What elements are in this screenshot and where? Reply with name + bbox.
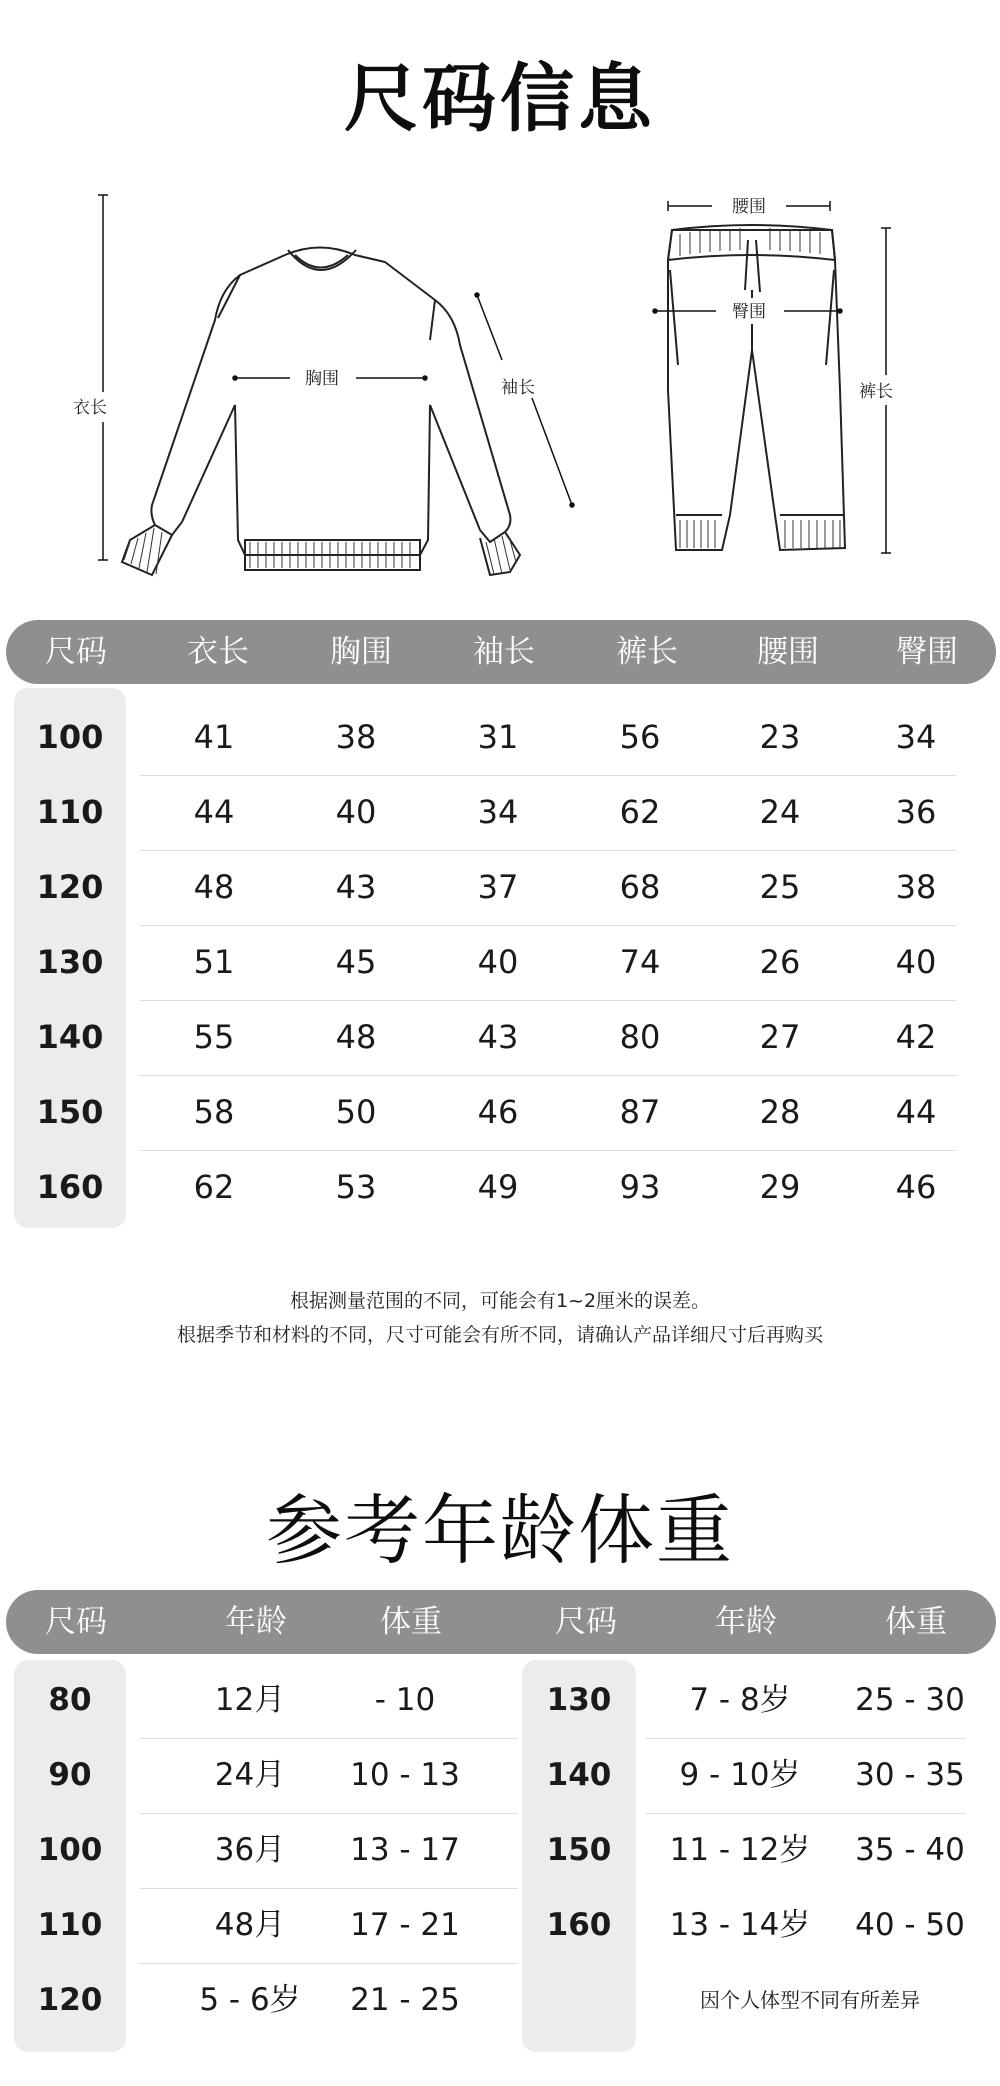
pants-length-cell: 87 <box>619 1093 661 1131</box>
sleeve-cell: 43 <box>477 1018 519 1056</box>
size-cell: 100 <box>36 718 104 756</box>
header-sleeve: 袖长 <box>473 634 535 670</box>
hip-cell: 38 <box>895 868 937 906</box>
weight-cell: 21 - 25 <box>350 1982 460 2018</box>
shirt-length-cell: 44 <box>193 793 235 831</box>
weight-cell: - 10 <box>374 1682 436 1718</box>
weight-cell: 17 - 21 <box>350 1907 460 1943</box>
variation-footnote: 因个人体型不同有所差异 <box>700 1988 920 2012</box>
waist-cell: 28 <box>759 1093 801 1131</box>
shirt-length-cell: 51 <box>193 943 235 981</box>
size-cell: 120 <box>36 868 104 906</box>
shirt-length-dimension <box>98 195 108 560</box>
age-cell: 11 - 12岁 <box>669 1832 811 1868</box>
waist-cell: 24 <box>759 793 801 831</box>
chest-cell: 48 <box>335 1018 377 1056</box>
age-cell: 12月 <box>214 1682 286 1718</box>
shirt-length-cell: 58 <box>193 1093 235 1131</box>
chest-cell: 53 <box>335 1168 377 1206</box>
hip-label: 臀围 <box>732 302 766 322</box>
pants-length-cell: 80 <box>619 1018 661 1056</box>
size-cell: 100 <box>37 1832 103 1868</box>
chest-label: 胸围 <box>305 369 339 389</box>
size-cell: 150 <box>546 1832 612 1868</box>
sweatshirt-illustration <box>122 248 520 576</box>
pants-length-cell: 68 <box>619 868 661 906</box>
header-weight: 体重 <box>380 1604 442 1640</box>
page-title: 尺码信息 <box>344 56 656 142</box>
header-size: 尺码 <box>45 634 107 670</box>
size-cell: 110 <box>36 793 104 831</box>
header-size: 尺码 <box>45 1604 107 1640</box>
measurement-note: 根据测量范围的不同，可能会有1~2厘米的误差。 <box>289 1290 711 1312</box>
size-cell: 140 <box>36 1018 104 1056</box>
weight-cell: 30 - 35 <box>855 1757 965 1793</box>
header-age-2: 年龄 <box>715 1604 777 1640</box>
chest-cell: 40 <box>335 793 377 831</box>
weight-cell: 40 - 50 <box>855 1907 965 1943</box>
waist-cell: 27 <box>759 1018 801 1056</box>
pants-length-cell: 56 <box>619 718 661 756</box>
age-cell: 13 - 14岁 <box>669 1907 811 1943</box>
header-size-2: 尺码 <box>555 1604 617 1640</box>
purchase-note: 根据季节和材料的不同，尺寸可能会有所不同，请确认产品详细尺寸后再购买 <box>176 1324 823 1346</box>
size-cell: 150 <box>36 1093 104 1131</box>
shirt-length-cell: 41 <box>193 718 235 756</box>
age-cell: 36月 <box>214 1832 286 1868</box>
table-row <box>0 925 1000 1000</box>
sleeve-label: 袖长 <box>501 378 535 398</box>
pants-length-label: 裤长 <box>859 382 893 402</box>
sleeve-cell: 40 <box>477 943 519 981</box>
waist-cell: 29 <box>759 1168 801 1206</box>
size-cell: 110 <box>37 1907 103 1943</box>
pants-length-cell: 93 <box>619 1168 661 1206</box>
waist-label: 腰围 <box>732 197 766 217</box>
size-cell: 120 <box>37 1982 103 2018</box>
header-waist: 腰围 <box>757 634 819 670</box>
sleeve-cell: 34 <box>477 793 519 831</box>
header-chest: 胸围 <box>330 634 392 670</box>
sleeve-cell: 37 <box>477 868 519 906</box>
hip-cell: 42 <box>895 1018 937 1056</box>
header-weight-2: 体重 <box>885 1604 947 1640</box>
age-table-header <box>6 1590 996 1654</box>
hip-cell: 36 <box>895 793 937 831</box>
size-cell: 130 <box>36 943 104 981</box>
table-row <box>0 850 1000 925</box>
table-row <box>0 1075 1000 1150</box>
chest-cell: 50 <box>335 1093 377 1131</box>
weight-cell: 10 - 13 <box>350 1757 460 1793</box>
weight-cell: 25 - 30 <box>855 1682 965 1718</box>
header-pants-length: 裤长 <box>616 634 678 670</box>
age-cell: 9 - 10岁 <box>679 1757 801 1793</box>
weight-cell: 35 - 40 <box>855 1832 965 1868</box>
table-row <box>0 700 1000 775</box>
shirt-length-label: 衣长 <box>73 398 107 418</box>
waist-cell: 23 <box>759 718 801 756</box>
hip-cell: 44 <box>895 1093 937 1131</box>
weight-cell: 13 - 17 <box>350 1832 460 1868</box>
shirt-length-cell: 62 <box>193 1168 235 1206</box>
section-title-age-weight: 参考年龄体重 <box>266 1486 734 1575</box>
table-row <box>0 775 1000 850</box>
sleeve-cell: 49 <box>477 1168 519 1206</box>
size-cell: 90 <box>48 1757 92 1793</box>
pants-length-cell: 74 <box>619 943 661 981</box>
chest-cell: 38 <box>335 718 377 756</box>
table-row <box>0 1150 1000 1225</box>
garment-diagram <box>0 170 1000 590</box>
size-cell: 80 <box>48 1682 92 1718</box>
shirt-length-cell: 48 <box>193 868 235 906</box>
size-cell: 160 <box>36 1168 104 1206</box>
sleeve-dimension <box>475 293 574 507</box>
size-cell: 160 <box>546 1907 612 1943</box>
chest-cell: 45 <box>335 943 377 981</box>
age-cell: 24月 <box>214 1757 286 1793</box>
age-cell: 5 - 6岁 <box>199 1982 301 2018</box>
hip-cell: 46 <box>895 1168 937 1206</box>
pants-illustration <box>668 225 845 550</box>
waist-cell: 25 <box>759 868 801 906</box>
age-cell: 7 - 8岁 <box>689 1682 791 1718</box>
shirt-length-cell: 55 <box>193 1018 235 1056</box>
age-cell: 48月 <box>214 1907 286 1943</box>
table-row <box>0 1000 1000 1075</box>
size-table-header <box>6 620 996 684</box>
hip-cell: 40 <box>895 943 937 981</box>
header-age: 年龄 <box>225 1604 287 1640</box>
hip-cell: 34 <box>895 718 937 756</box>
size-cell: 140 <box>546 1757 612 1793</box>
sleeve-cell: 31 <box>477 718 519 756</box>
header-shirt-length: 衣长 <box>187 634 249 670</box>
chest-cell: 43 <box>335 868 377 906</box>
waist-cell: 26 <box>759 943 801 981</box>
sleeve-cell: 46 <box>477 1093 519 1131</box>
size-cell: 130 <box>546 1682 612 1718</box>
header-hip: 臀围 <box>896 634 958 670</box>
pants-length-cell: 62 <box>619 793 661 831</box>
